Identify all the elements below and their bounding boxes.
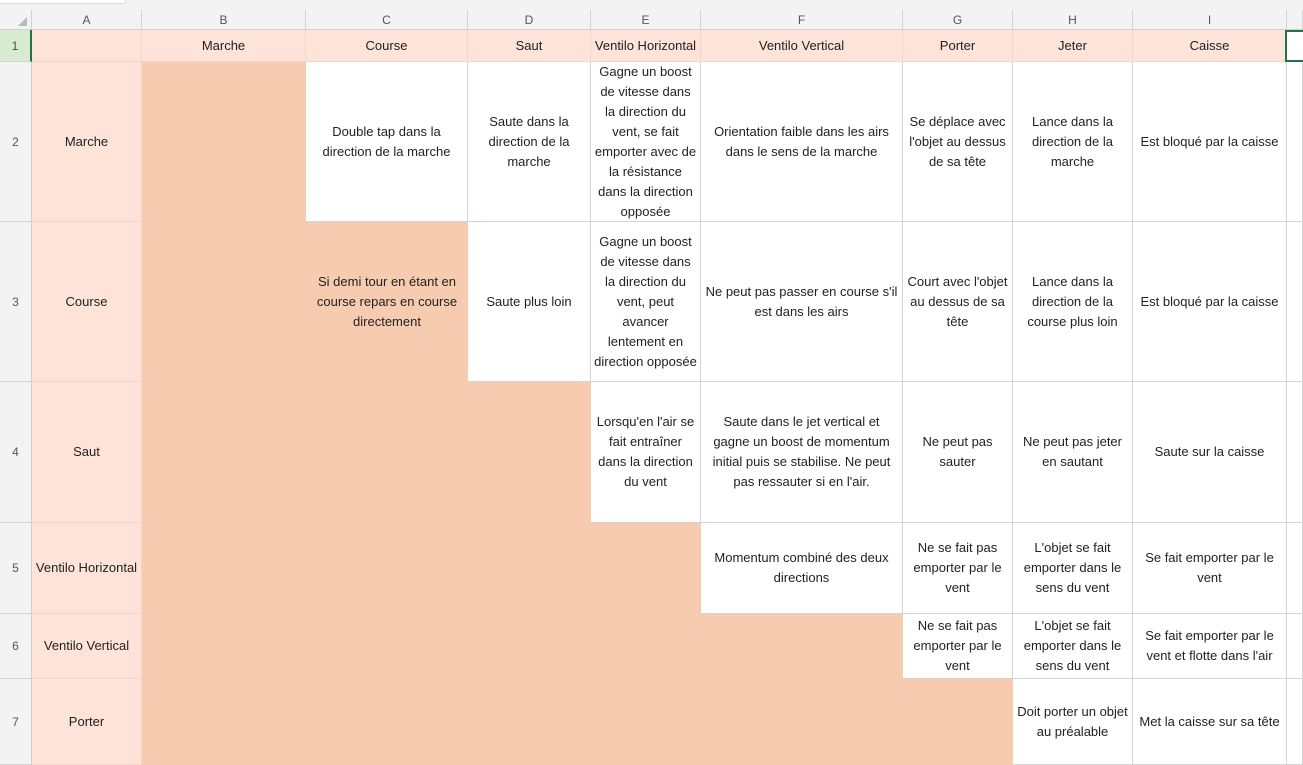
column-header-a[interactable]: A	[32, 10, 142, 30]
cell-h3[interactable]: Lance dans la direction de la course plus loin	[1013, 222, 1133, 382]
cell-a1[interactable]	[32, 30, 142, 62]
column-header-f[interactable]: F	[701, 10, 903, 30]
cell-i1[interactable]: Caisse	[1133, 30, 1287, 62]
cell-i5[interactable]: Se fait emporter par le vent	[1133, 523, 1287, 614]
cell-e6[interactable]	[591, 614, 701, 679]
cell-c6[interactable]	[306, 614, 468, 679]
cell-e4[interactable]: Lorsqu'en l'air se fait entraîner dans la direction du vent	[591, 382, 701, 523]
cell-d3[interactable]: Saute plus loin	[468, 222, 591, 382]
cell-a6[interactable]: Ventilo Vertical	[32, 614, 142, 679]
cell-a3[interactable]: Course	[32, 222, 142, 382]
row-header-4[interactable]: 4	[0, 382, 32, 523]
cell-d4[interactable]	[468, 382, 591, 523]
cell-g2[interactable]: Se déplace avec l'objet au dessus de sa tête	[903, 62, 1013, 222]
row-header-5[interactable]: 5	[0, 523, 32, 614]
cell-b4[interactable]	[142, 382, 306, 523]
cell-f2[interactable]: Orientation faible dans les airs dans le sens de la marche	[701, 62, 903, 222]
select-all-corner[interactable]	[0, 10, 32, 30]
cell-h7[interactable]: Doit porter un objet au préalable	[1013, 679, 1133, 765]
cell-g1[interactable]: Porter	[903, 30, 1013, 62]
cell-d5[interactable]	[468, 523, 591, 614]
cell-c7[interactable]	[306, 679, 468, 765]
column-header-b[interactable]: B	[142, 10, 306, 30]
cell-i2[interactable]: Est bloqué par la caisse	[1133, 62, 1287, 222]
name-box[interactable]	[0, 0, 126, 4]
cell-c2[interactable]: Double tap dans la direction de la marche	[306, 62, 468, 222]
cell-c5[interactable]	[306, 523, 468, 614]
cell-i4[interactable]: Saute sur la caisse	[1133, 382, 1287, 523]
cell-a2[interactable]: Marche	[32, 62, 142, 222]
cell-e5[interactable]	[591, 523, 701, 614]
formula-bar-strip	[0, 0, 1303, 10]
cell-b3[interactable]	[142, 222, 306, 382]
row-header-7[interactable]: 7	[0, 679, 32, 765]
active-cell-selection[interactable]	[1285, 30, 1303, 62]
cell-e1[interactable]: Ventilo Horizontal	[591, 30, 701, 62]
cell-partial-col[interactable]	[1287, 62, 1303, 222]
column-header-g[interactable]: G	[903, 10, 1013, 30]
column-header-h[interactable]: H	[1013, 10, 1133, 30]
cell-partial-col[interactable]	[1287, 614, 1303, 679]
cell-a7[interactable]: Porter	[32, 679, 142, 765]
cell-c1[interactable]: Course	[306, 30, 468, 62]
cell-h2[interactable]: Lance dans la direction de la marche	[1013, 62, 1133, 222]
cell-b1[interactable]: Marche	[142, 30, 306, 62]
column-header-d[interactable]: D	[468, 10, 591, 30]
cell-e3[interactable]: Gagne un boost de vitesse dans la direction du vent, peut avancer lentement en direction opposée	[591, 222, 701, 382]
row-header-6[interactable]: 6	[0, 614, 32, 679]
select-all-triangle-icon	[18, 17, 27, 26]
cell-i6[interactable]: Se fait emporter par le vent et flotte dans l'air	[1133, 614, 1287, 679]
cell-g7[interactable]	[903, 679, 1013, 765]
cell-d1[interactable]: Saut	[468, 30, 591, 62]
cell-h6[interactable]: L'objet se fait emporter dans le sens du vent	[1013, 614, 1133, 679]
cell-d7[interactable]	[468, 679, 591, 765]
cell-c4[interactable]	[306, 382, 468, 523]
cell-partial-col[interactable]	[1287, 523, 1303, 614]
cell-b5[interactable]	[142, 523, 306, 614]
cell-e7[interactable]	[591, 679, 701, 765]
cell-h4[interactable]: Ne peut pas jeter en sautant	[1013, 382, 1133, 523]
cell-a5[interactable]: Ventilo Horizontal	[32, 523, 142, 614]
cell-e2[interactable]: Gagne un boost de vitesse dans la direction du vent, se fait emporter avec de la résistance dans la direction opposée	[591, 62, 701, 222]
row-header-2[interactable]: 2	[0, 62, 32, 222]
cell-f1[interactable]: Ventilo Vertical	[701, 30, 903, 62]
cell-partial-col[interactable]	[1287, 382, 1303, 523]
cell-f3[interactable]: Ne peut pas passer en course s'il est dans les airs	[701, 222, 903, 382]
cell-b2[interactable]	[142, 62, 306, 222]
cell-partial-col[interactable]	[1287, 679, 1303, 765]
cell-a4[interactable]: Saut	[32, 382, 142, 523]
column-header-partial[interactable]	[1287, 10, 1303, 30]
cell-h1[interactable]: Jeter	[1013, 30, 1133, 62]
cell-f6[interactable]	[701, 614, 903, 679]
cell-g4[interactable]: Ne peut pas sauter	[903, 382, 1013, 523]
cell-g3[interactable]: Court avec l'objet au dessus de sa tête	[903, 222, 1013, 382]
cell-c3[interactable]: Si demi tour en étant en course repars en course directement	[306, 222, 468, 382]
cell-d6[interactable]	[468, 614, 591, 679]
column-header-e[interactable]: E	[591, 10, 701, 30]
cell-f4[interactable]: Saute dans le jet vertical et gagne un boost de momentum initial puis se stabilise. Ne peut pas ressauter si en l'air.	[701, 382, 903, 523]
cell-i3[interactable]: Est bloqué par la caisse	[1133, 222, 1287, 382]
cell-b7[interactable]	[142, 679, 306, 765]
column-header-c[interactable]: C	[306, 10, 468, 30]
cell-f5[interactable]: Momentum combiné des deux directions	[701, 523, 903, 614]
cell-f7[interactable]	[701, 679, 903, 765]
cell-b6[interactable]	[142, 614, 306, 679]
row-header-1[interactable]: 1	[0, 30, 32, 62]
cell-g5[interactable]: Ne se fait pas emporter par le vent	[903, 523, 1013, 614]
cell-i7[interactable]: Met la caisse sur sa tête	[1133, 679, 1287, 765]
column-header-i[interactable]: I	[1133, 10, 1287, 30]
cell-g6[interactable]: Ne se fait pas emporter par le vent	[903, 614, 1013, 679]
cell-d2[interactable]: Saute dans la direction de la marche	[468, 62, 591, 222]
row-header-3[interactable]: 3	[0, 222, 32, 382]
cell-h5[interactable]: L'objet se fait emporter dans le sens du vent	[1013, 523, 1133, 614]
cell-partial-col[interactable]	[1287, 222, 1303, 382]
